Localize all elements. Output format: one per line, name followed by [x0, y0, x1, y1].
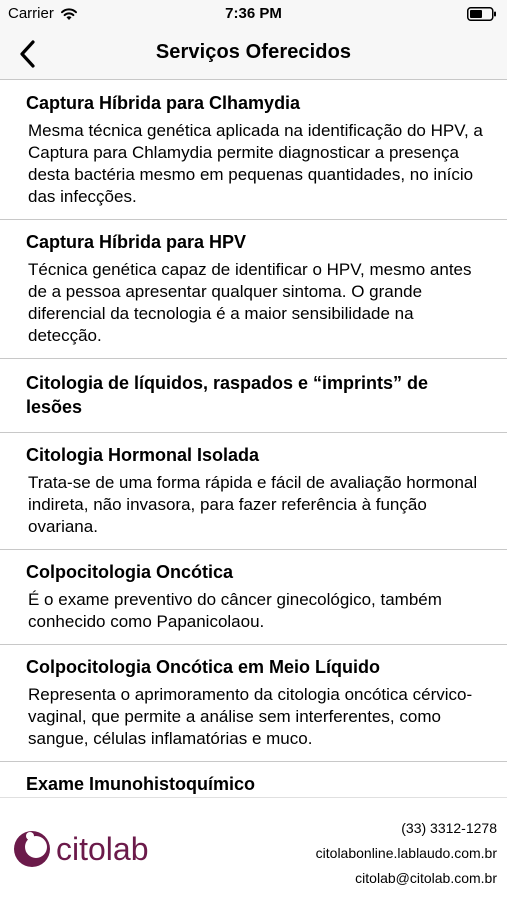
service-item-colpocitologia[interactable] [0, 550, 507, 645]
service-item-imunohistoquimico[interactable] [0, 762, 507, 797]
service-title: Captura Híbrida para HPV [26, 232, 247, 252]
service-description: Trata-se de uma forma rápida e fácil de avaliação hormonal indireta, não invasora, para fazer referência à função ovariana. [28, 473, 478, 536]
logo-text: citolab [56, 831, 149, 867]
service-title: Colpocitologia Oncótica [26, 562, 234, 582]
email-link[interactable]: citolab@citolab.com.br [355, 870, 497, 886]
service-item-hpv[interactable] [0, 220, 507, 359]
service-item-clhamydia[interactable] [0, 81, 507, 220]
service-title: Exame Imunohistoquímico [26, 774, 256, 794]
citolab-logo [10, 822, 190, 876]
service-title: Colpocitologia Oncótica em Meio Líquido [26, 657, 381, 677]
service-item-colpocitologia-liquido[interactable] [0, 645, 507, 762]
service-description: Representa o aprimoramento da citologia oncótica cérvico-vaginal, que permite a análise sem interferentes, como sangue, células inflamatórias e muco. [28, 685, 473, 748]
service-item-citologia-hormonal[interactable] [0, 433, 507, 550]
battery-icon [467, 7, 497, 21]
contact-info [316, 816, 497, 891]
website-link[interactable]: citolabonline.lablaudo.com.br [315, 845, 497, 861]
navigation-bar [0, 28, 507, 80]
status-bar [0, 0, 507, 28]
service-description: Técnica genética capaz de identificar o HPV, mesmo antes de a pessoa apresentar qualquer sintoma. O grande diferencial da tecnologia é a maior sensibilidade na detecção. [28, 260, 472, 345]
service-title: Captura Híbrida para Clhamydia [26, 93, 301, 113]
footer [0, 797, 507, 900]
service-description: Mesma técnica genética aplicada na identificação do HPV, a Captura para Chlamydia permite diagnosticar a presença desta bactéria mesmo em pequenas quantidades, no início das infecções. [28, 121, 483, 206]
service-title: Citologia de líquidos, raspados e “imprints” de lesões [26, 373, 429, 417]
service-title: Citologia Hormonal Isolada [26, 445, 260, 465]
page-title: Serviços Oferecidos [155, 41, 352, 63]
phone-number[interactable]: (33) 3312-1278 [401, 820, 497, 836]
carrier-label: Carrier [8, 5, 54, 22]
service-item-citologia-liquidos[interactable] [0, 359, 507, 433]
status-time: 7:36 PM [225, 5, 282, 22]
service-description: É o exame preventivo do câncer ginecológico, também conhecido como Papanicolaou. [28, 590, 442, 631]
services-list[interactable] [0, 81, 507, 797]
